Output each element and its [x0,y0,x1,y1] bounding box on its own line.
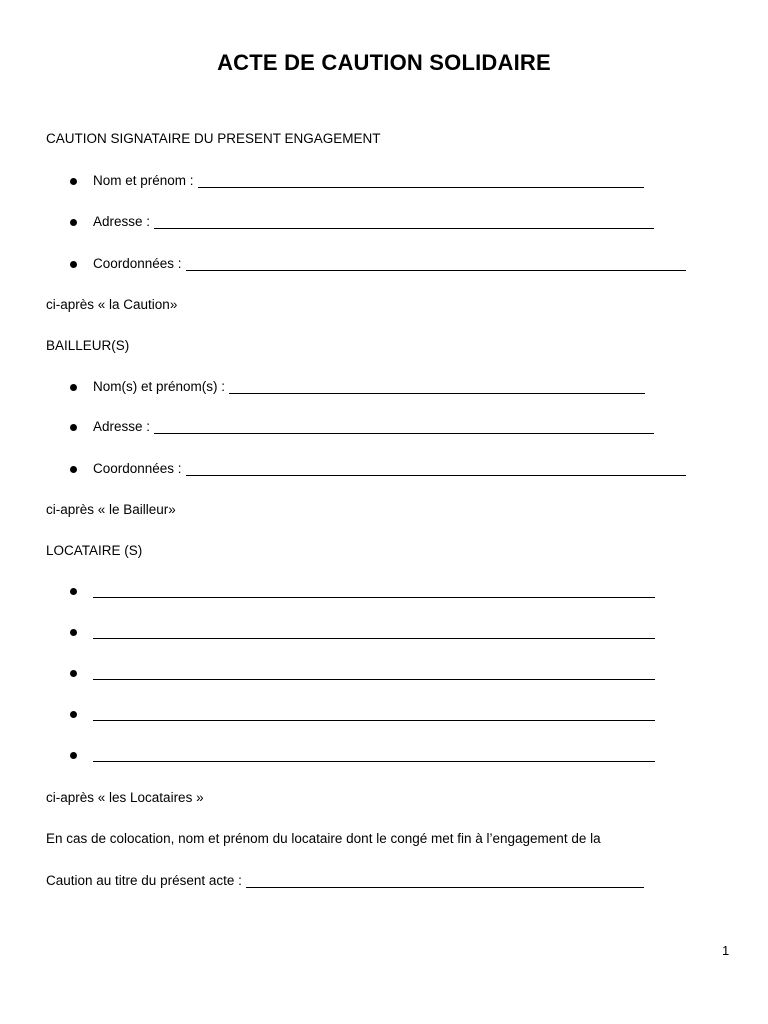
bailleur-contact-label: Coordonnées : [93,461,182,476]
caution-address-row [70,213,654,231]
page-number: 1 [722,943,730,958]
bailleur-name-label: Nom(s) et prénom(s) : [93,379,226,394]
caution-address-field[interactable] [154,215,654,229]
bailleur-suffix: ci-après « le Bailleur» [46,502,176,517]
caution-contact-row [70,255,686,273]
bailleur-contact-field[interactable] [186,462,686,476]
locataire-row [70,666,655,680]
locataire-heading: LOCATAIRE (S) [46,543,143,558]
colocation-label: Caution au titre du présent acte : [46,873,242,888]
bailleur-heading: BAILLEUR(S) [46,338,130,353]
bullet-icon [70,261,77,268]
colocation-field[interactable] [246,874,644,888]
caution-name-row [70,172,644,190]
locataire-field[interactable] [93,707,655,721]
caution-contact-field[interactable] [186,257,686,271]
bullet-icon [70,424,77,431]
bullet-icon [70,384,77,391]
bullet-icon [70,466,77,473]
caution-suffix: ci-après « la Caution» [46,297,178,312]
bailleur-address-field[interactable] [154,420,654,434]
bullet-icon [70,752,77,759]
bullet-icon [70,670,77,677]
bailleur-name-field[interactable] [229,380,645,394]
caution-contact-label: Coordonnées : [93,256,182,271]
bailleur-contact-row [70,460,686,478]
bullet-icon [70,629,77,636]
caution-name-field[interactable] [198,174,644,188]
caution-name-label: Nom et prénom : [93,173,194,188]
locataire-suffix: ci-après « les Locataires » [46,790,204,805]
bailleur-name-row [70,378,645,396]
locataire-field[interactable] [93,625,655,639]
locataire-row [70,584,655,598]
bullet-icon [70,588,77,595]
bullet-icon [70,178,77,185]
caution-heading: CAUTION SIGNATAIRE DU PRESENT ENGAGEMENT [46,131,381,146]
locataire-field[interactable] [93,666,655,680]
locataire-row [70,748,655,762]
colocation-row [46,872,644,890]
bullet-icon [70,711,77,718]
locataire-row [70,707,655,721]
locataire-row [70,625,655,639]
caution-address-label: Adresse : [93,214,151,229]
locataire-field[interactable] [93,748,655,762]
colocation-text: En cas de colocation, nom et prénom du locataire dont le congé met fin à l’engagement de la [46,831,601,846]
locataire-field[interactable] [93,584,655,598]
document-title: ACTE DE CAUTION SOLIDAIRE [217,50,551,75]
bailleur-address-label: Adresse : [93,419,151,434]
bailleur-address-row [70,418,654,436]
bullet-icon [70,219,77,226]
